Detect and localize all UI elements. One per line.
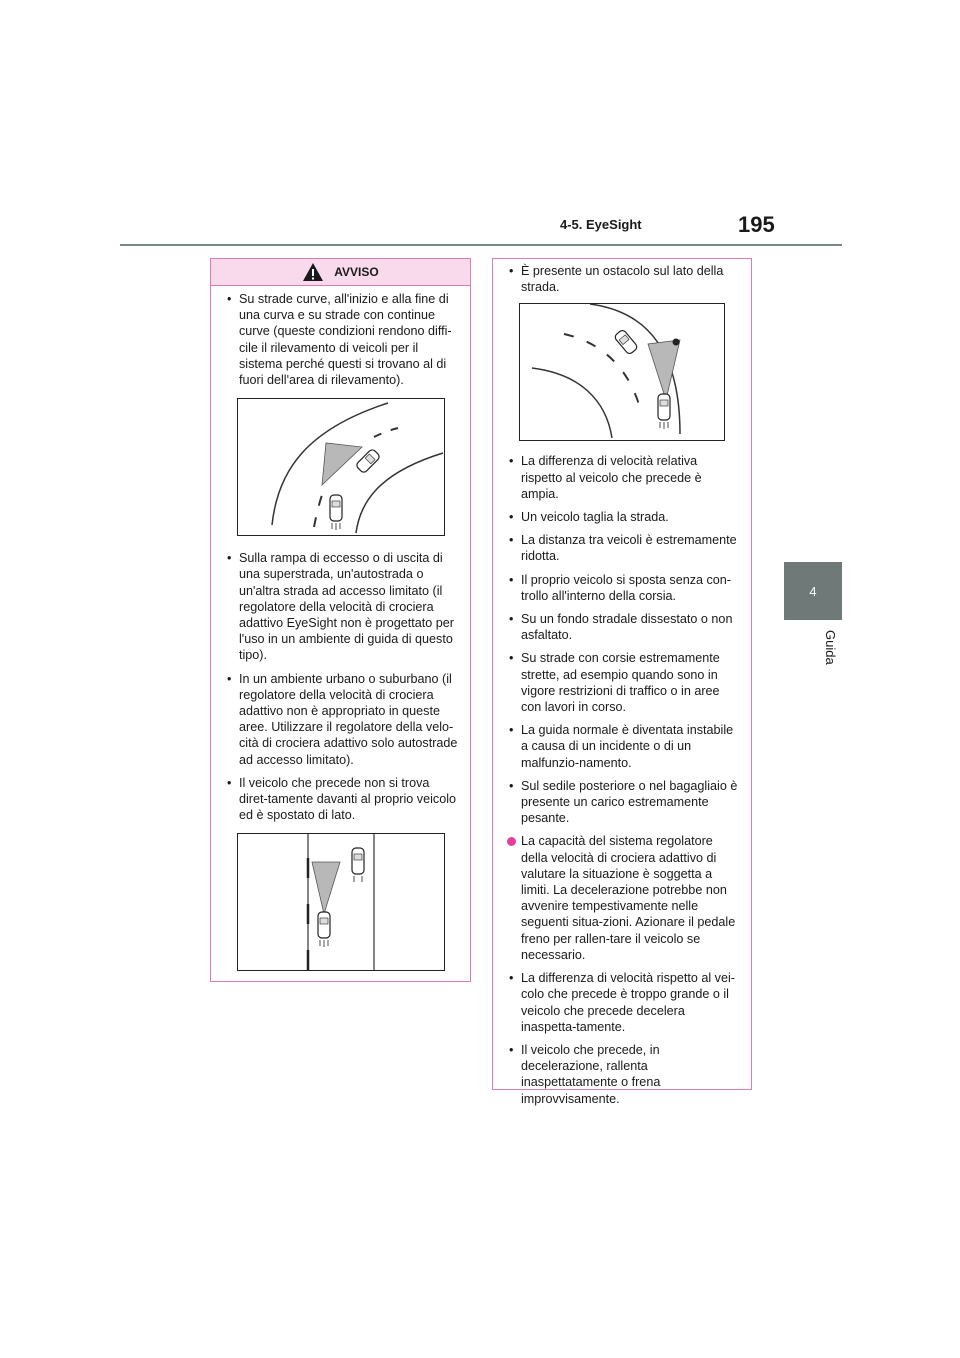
bullet-list (211, 550, 470, 823)
bullet-list (493, 453, 751, 1106)
list-item: • Sul sedile posteriore o nel bagagliaio è presente un carico estremamente pesante. (507, 778, 741, 827)
bullet-list (493, 263, 751, 295)
figure-curved-road (237, 398, 445, 536)
list-item: • La guida normale è diventata instabile a causa di un incidente o di un malfunzio-namento. (507, 722, 741, 771)
list-item: • Il proprio veicolo si sposta senza con-trollo all'interno della corsia. (507, 572, 741, 604)
list-item: • Il veicolo che precede, in decelerazione, rallenta inaspettatamente o frena improvvisamente. (507, 1042, 741, 1107)
figure-offset-vehicle (237, 833, 445, 971)
warning-triangle-icon (302, 262, 324, 282)
list-item: • La distanza tra veicoli è estremamente ridotta. (507, 532, 741, 564)
list-item: • Su strade con corsie estremamente strette, ad esempio quando sono in vigore restrizioni di traffico o in aree con lavori in corso. (507, 650, 741, 715)
warning-content-right (493, 263, 751, 1114)
chapter-number: 4 (809, 584, 817, 599)
warning-title: AVVISO (334, 265, 379, 279)
warning-content-left (211, 291, 470, 985)
chapter-label: Guida (823, 630, 838, 665)
list-item: • In un ambiente urbano o suburbano (il regolatore della velocità di crociera adattivo non è appropriato in queste aree. Utilizzare il regolatore della velo-cità di crociera adattivo solo autostrade ad accesso limitato). (225, 671, 460, 768)
section-title: 4-5. EyeSight (560, 217, 642, 232)
figure-roadside-obstacle (519, 303, 725, 441)
list-item: • La differenza di velocità rispetto al vei-colo che precede è troppo grande o il veicolo che precede decelera inaspetta-tamente. (507, 970, 741, 1035)
warning-box-right (492, 258, 752, 1106)
header-divider (120, 244, 842, 246)
warning-header (211, 259, 470, 286)
list-item: • Su un fondo stradale dissestato o non asfaltato. (507, 611, 741, 643)
list-item: • È presente un ostacolo sul lato della strada. (507, 263, 741, 295)
list-item: • Sulla rampa di eccesso o di uscita di una superstrada, un'autostrada o un'altra strada ad accesso limitato (il regolatore della velocità di crociera adattivo EyeSight non è progettato per l'uso in un ambiente di guida di questo tipo). (225, 550, 460, 663)
list-item: • La differenza di velocità relativa rispetto al veicolo che precede è ampia. (507, 453, 741, 502)
page-number: 195 (738, 212, 775, 237)
warning-box-left (210, 258, 471, 982)
circle-bullet-item: La capacità del sistema regolatore della velocità di crociera adattivo di valutare la situazione è soggetta a limiti. La decelerazione potrebbe non avvenire tempestivamente nelle seguenti situa-zioni. Azionare il pedale freno per rallen-tare il veicolo se necessario. (507, 833, 741, 963)
list-item: • Un veicolo taglia la strada. (507, 509, 741, 525)
list-item: • Il veicolo che precede non si trova diret-tamente davanti al proprio veicolo ed è spostato di lato. (225, 775, 460, 824)
list-item: • Su strade curve, all'inizio e alla fine di una curva e su strade con continue curve (queste condizioni rendono diffi-cile il rilevamento di veicoli per il sistema perché questi si trovano al di fuori dell'area di rilevamento). (225, 291, 460, 388)
chapter-tab (784, 562, 842, 620)
bullet-list (211, 291, 470, 388)
